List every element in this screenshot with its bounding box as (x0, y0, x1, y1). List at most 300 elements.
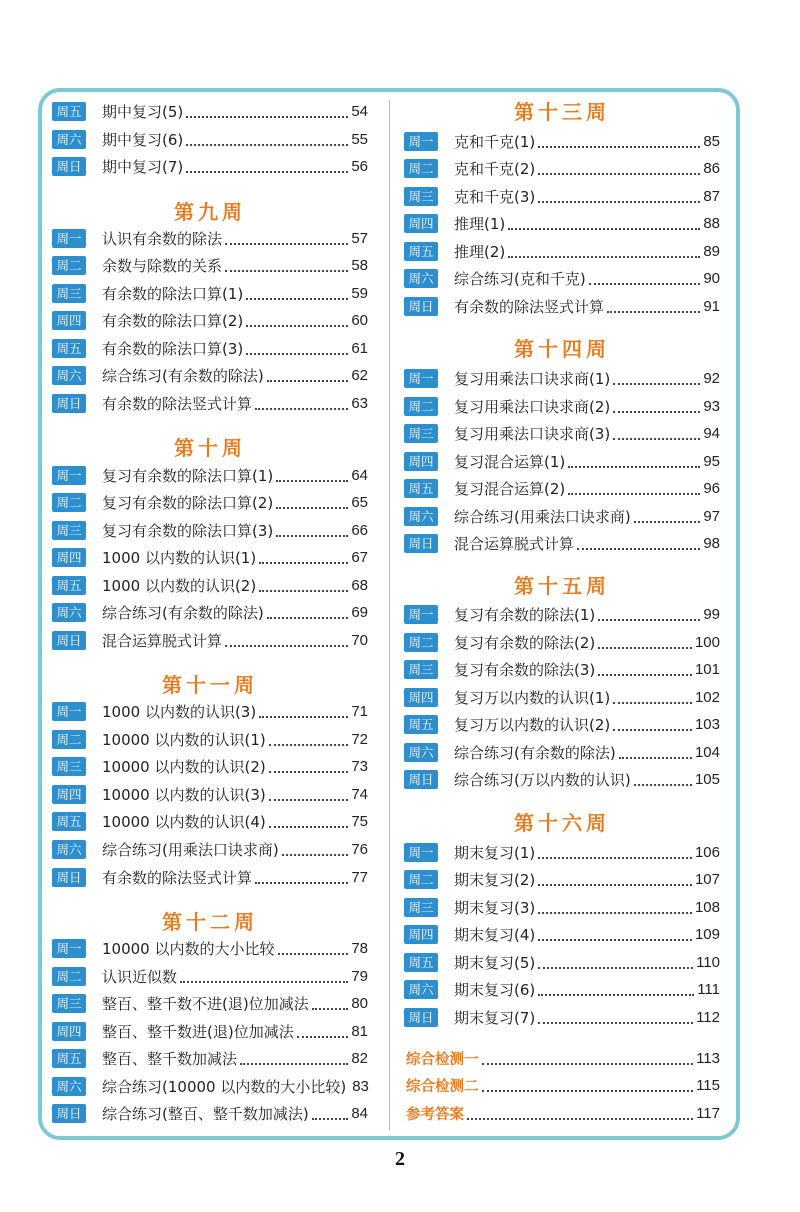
dot-leader (240, 1063, 348, 1065)
toc-entry[interactable] (52, 100, 368, 122)
dot-leader (180, 981, 348, 983)
dot-leader (607, 311, 700, 313)
dot-leader (255, 408, 348, 410)
day-badge: 周三 (404, 187, 438, 206)
entry-title: 综合练习(有余数的除法) (102, 603, 264, 622)
entry-title: 有余数的除法竖式计算 (102, 394, 253, 413)
dot-leader (282, 854, 349, 856)
entry-page-number: 82 (351, 1049, 368, 1067)
day-badge: 周二 (404, 633, 438, 652)
entry-page-number: 113 (696, 1049, 720, 1067)
toc-entry[interactable] (52, 755, 368, 777)
day-badge: 周三 (52, 284, 86, 303)
toc-entry[interactable] (52, 700, 368, 722)
week-heading: 第十一周 (162, 673, 258, 697)
entry-page-number: 112 (696, 1008, 720, 1026)
extra-entry[interactable] (404, 1102, 720, 1124)
dot-leader (613, 702, 692, 704)
dot-leader (598, 647, 692, 649)
entry-page-number: 111 (697, 980, 720, 998)
entry-page-number: 77 (351, 868, 368, 886)
toc-entry[interactable] (52, 937, 368, 959)
toc-entry[interactable] (404, 978, 720, 1000)
dot-leader (276, 535, 348, 537)
day-badge: 周四 (404, 925, 438, 944)
day-badge: 周一 (52, 466, 86, 485)
entry-page-number: 90 (703, 269, 720, 287)
week-heading: 第九周 (174, 200, 246, 224)
entry-title: 复习万以内数的认识(1) (454, 688, 611, 707)
entry-title: 综合练习(用乘法口诀求商) (102, 840, 279, 859)
day-badge: 周一 (404, 369, 438, 388)
entry-page-number: 69 (351, 603, 368, 621)
entry-title: 有余数的除法竖式计算 (454, 297, 605, 316)
toc-entry[interactable] (52, 309, 368, 331)
day-badge: 周二 (404, 870, 438, 889)
entry-page-number: 68 (351, 576, 368, 594)
extra-entry[interactable] (404, 1047, 720, 1069)
dot-leader (538, 201, 700, 203)
entry-page-number: 100 (694, 633, 720, 651)
entry-page-number: 62 (351, 366, 368, 384)
toc-entry[interactable] (52, 128, 368, 150)
day-badge: 周五 (404, 953, 438, 972)
toc-entry[interactable] (52, 1020, 368, 1042)
toc-entry[interactable] (404, 923, 720, 945)
entry-page-number: 115 (696, 1076, 720, 1094)
dot-leader (255, 882, 348, 884)
dot-leader (613, 438, 700, 440)
day-badge: 周一 (404, 132, 438, 151)
toc-entry[interactable] (404, 713, 720, 735)
toc-entry[interactable] (404, 868, 720, 890)
dot-leader (259, 590, 348, 592)
entry-page-number: 66 (351, 521, 368, 539)
entry-page-number: 86 (703, 159, 720, 177)
dot-leader (267, 617, 349, 619)
entry-title: 整百、整千数进(退)位加减法 (102, 1022, 294, 1041)
dot-leader (598, 674, 692, 676)
day-badge: 周六 (404, 980, 438, 999)
toc-entry[interactable] (52, 254, 368, 276)
dot-leader (538, 1022, 693, 1024)
week-heading: 第十三周 (514, 100, 610, 124)
entry-page-number: 94 (703, 424, 720, 442)
week-heading: 第十六周 (514, 811, 610, 835)
day-badge: 周五 (52, 102, 86, 121)
entry-page-number: 97 (703, 507, 720, 525)
entry-title: 余数与除数的关系 (102, 256, 223, 275)
dot-leader (577, 548, 700, 550)
toc-entry[interactable] (404, 395, 720, 417)
day-badge: 周二 (52, 730, 86, 749)
day-badge: 周二 (52, 493, 86, 512)
toc-entry[interactable] (52, 574, 368, 596)
entry-page-number: 60 (351, 311, 368, 329)
entry-title: 1000 以内数的认识(2) (102, 576, 257, 595)
entry-page-number: 81 (351, 1022, 368, 1040)
week-heading: 第十二周 (162, 910, 258, 934)
dot-leader (312, 1008, 349, 1010)
entry-title: 期末复习(6) (454, 980, 536, 999)
entry-page-number: 88 (703, 214, 720, 232)
day-badge: 周日 (404, 534, 438, 553)
dot-leader (259, 562, 348, 564)
day-badge: 周六 (52, 366, 86, 385)
entry-title: 认识有余数的除法 (102, 229, 223, 248)
day-badge: 周四 (52, 785, 86, 804)
dot-leader (225, 645, 348, 647)
toc-entry[interactable] (52, 491, 368, 513)
day-badge: 周三 (52, 521, 86, 540)
toc-entry[interactable] (52, 601, 368, 623)
dot-leader (269, 771, 349, 773)
toc-entry[interactable] (52, 838, 368, 860)
toc-entry[interactable] (52, 337, 368, 359)
dot-leader (508, 256, 700, 258)
entry-title: 克和千克(2) (454, 159, 536, 178)
toc-entry[interactable] (404, 631, 720, 653)
day-badge: 周日 (52, 1104, 86, 1123)
dot-leader (634, 784, 692, 786)
entry-title: 综合练习(用乘法口诀求商) (454, 507, 631, 526)
toc-entry[interactable] (404, 603, 720, 625)
entry-page-number: 67 (351, 548, 368, 566)
week-heading: 第十周 (174, 436, 246, 460)
day-badge: 周四 (52, 311, 86, 330)
entry-page-number: 56 (351, 157, 368, 175)
dot-leader (634, 521, 701, 523)
dot-leader (186, 144, 348, 146)
entry-page-number: 92 (703, 369, 720, 387)
entry-page-number: 85 (703, 132, 720, 150)
toc-entry[interactable] (404, 741, 720, 763)
entry-title: 期末复习(2) (454, 870, 536, 889)
dot-leader (312, 1118, 349, 1120)
entry-page-number: 96 (703, 479, 720, 497)
dot-leader (246, 353, 348, 355)
entry-page-number: 89 (703, 242, 720, 260)
day-badge: 周六 (52, 840, 86, 859)
entry-title: 整百、整千数加减法 (102, 1049, 238, 1068)
week-heading: 第十五周 (514, 574, 610, 598)
toc-entry[interactable] (52, 464, 368, 486)
entry-page-number: 74 (351, 785, 368, 803)
day-badge: 周五 (404, 242, 438, 261)
entry-page-number: 65 (351, 493, 368, 511)
entry-page-number: 95 (703, 452, 720, 470)
dot-leader (613, 383, 700, 385)
entry-title: 认识近似数 (102, 967, 178, 986)
entry-title: 复习有余数的除法口算(2) (102, 493, 274, 512)
column-divider (389, 100, 390, 1130)
toc-entry[interactable] (52, 519, 368, 541)
day-badge: 周二 (404, 397, 438, 416)
toc-entry[interactable] (52, 783, 368, 805)
entry-title: 克和千克(1) (454, 132, 536, 151)
day-badge: 周四 (404, 688, 438, 707)
toc-entry[interactable] (404, 422, 720, 444)
toc-entry[interactable] (52, 1102, 368, 1124)
toc-entry[interactable] (52, 227, 368, 249)
dot-leader (482, 1090, 694, 1092)
entry-page-number: 93 (703, 397, 720, 415)
day-badge: 周二 (52, 256, 86, 275)
toc-entry[interactable] (404, 841, 720, 863)
toc-entry[interactable] (404, 686, 720, 708)
entry-page-number: 64 (351, 466, 368, 484)
toc-entry[interactable] (404, 658, 720, 680)
dot-leader (259, 716, 348, 718)
entry-page-number: 57 (351, 229, 368, 247)
dot-leader (619, 757, 692, 759)
entry-title: 复习有余数的除法(3) (454, 660, 596, 679)
entry-title: 克和千克(3) (454, 187, 536, 206)
day-badge: 周三 (404, 660, 438, 679)
entry-page-number: 71 (351, 702, 368, 720)
day-badge: 周六 (404, 507, 438, 526)
day-badge: 周三 (404, 898, 438, 917)
entry-page-number: 70 (351, 631, 368, 649)
dot-leader (278, 953, 349, 955)
toc-entry[interactable] (404, 951, 720, 973)
entry-page-number: 79 (351, 967, 368, 985)
entry-title: 期末复习(1) (454, 843, 536, 862)
entry-page-number: 106 (694, 843, 720, 861)
toc-entry[interactable] (404, 896, 720, 918)
entry-title: 有余数的除法口算(2) (102, 311, 244, 330)
day-badge: 周三 (52, 994, 86, 1013)
toc-entry[interactable] (52, 155, 368, 177)
toc-entry[interactable] (52, 810, 368, 832)
entry-title: 推理(2) (454, 242, 506, 261)
dot-leader (276, 507, 348, 509)
entry-title: 1000 以内数的认识(1) (102, 548, 257, 567)
toc-entry[interactable] (52, 282, 368, 304)
toc-entry[interactable] (404, 477, 720, 499)
dot-leader (269, 826, 349, 828)
entry-page-number: 87 (703, 187, 720, 205)
entry-title: 综合练习(有余数的除法) (102, 366, 264, 385)
entry-title: 复习有余数的除法口算(3) (102, 521, 274, 540)
dot-leader (538, 994, 694, 996)
dot-leader (186, 116, 348, 118)
entry-title: 有余数的除法竖式计算 (102, 868, 253, 887)
entry-page-number: 73 (351, 757, 368, 775)
day-badge: 周六 (404, 269, 438, 288)
toc-entry[interactable] (52, 866, 368, 888)
toc-entry[interactable] (52, 629, 368, 651)
entry-title: 混合运算脱式计算 (102, 631, 223, 650)
toc-entry[interactable] (404, 295, 720, 317)
week-heading: 第十四周 (514, 337, 610, 361)
entry-page-number: 107 (694, 870, 720, 888)
entry-title: 有余数的除法口算(3) (102, 339, 244, 358)
day-badge: 周一 (52, 939, 86, 958)
entry-title: 推理(1) (454, 214, 506, 233)
dot-leader (225, 270, 348, 272)
entry-page-number: 110 (696, 953, 720, 971)
day-badge: 周日 (52, 868, 86, 887)
extra-entry[interactable] (404, 1074, 720, 1096)
entry-page-number: 109 (694, 925, 720, 943)
toc-entry[interactable] (404, 212, 720, 234)
entry-title: 参考答案 (406, 1106, 464, 1123)
entry-title: 期末复习(3) (454, 898, 536, 917)
toc-entry[interactable] (404, 532, 720, 554)
toc-entry[interactable] (52, 392, 368, 414)
toc-entry[interactable] (404, 367, 720, 389)
entry-title: 10000 以内数的认识(3) (102, 785, 266, 804)
entry-title: 复习用乘法口诀求商(2) (454, 397, 611, 416)
entry-page-number: 99 (703, 605, 720, 623)
dot-leader (538, 912, 692, 914)
entry-page-number: 117 (696, 1104, 720, 1122)
toc-entry[interactable] (52, 546, 368, 568)
entry-title: 有余数的除法口算(1) (102, 284, 244, 303)
day-badge: 周日 (404, 1008, 438, 1027)
toc-entry[interactable] (52, 728, 368, 750)
entry-title: 10000 以内数的大小比较 (102, 939, 275, 958)
entry-page-number: 80 (351, 994, 368, 1012)
day-badge: 周五 (52, 1049, 86, 1068)
entry-title: 整百、整千数不进(退)位加减法 (102, 994, 309, 1013)
day-badge: 周六 (52, 603, 86, 622)
entry-title: 10000 以内数的认识(4) (102, 812, 266, 831)
entry-title: 综合练习(万以内数的认识) (454, 770, 631, 789)
toc-entry[interactable] (404, 1006, 720, 1028)
day-badge: 周三 (404, 424, 438, 443)
entry-title: 综合检测二 (406, 1078, 479, 1095)
dot-leader (568, 493, 700, 495)
day-badge: 周五 (404, 479, 438, 498)
day-badge: 周六 (52, 1077, 86, 1096)
entry-title: 期末复习(7) (454, 1008, 536, 1027)
dot-leader (269, 744, 349, 746)
day-badge: 周五 (52, 576, 86, 595)
entry-page-number: 76 (351, 840, 368, 858)
toc-entry[interactable] (404, 185, 720, 207)
entry-page-number: 101 (694, 660, 720, 678)
dot-leader (613, 411, 700, 413)
day-badge: 周五 (52, 812, 86, 831)
entry-title: 期中复习(7) (102, 157, 184, 176)
day-badge: 周六 (404, 743, 438, 762)
entry-page-number: 103 (694, 715, 720, 733)
page-number: 2 (395, 1148, 405, 1170)
dot-leader (467, 1118, 693, 1120)
dot-leader (598, 619, 700, 621)
day-badge: 周二 (52, 967, 86, 986)
toc-entry[interactable] (52, 965, 368, 987)
day-badge: 周五 (52, 339, 86, 358)
entry-title: 复习用乘法口诀求商(1) (454, 369, 611, 388)
day-badge: 周一 (52, 702, 86, 721)
entry-page-number: 59 (351, 284, 368, 302)
dot-leader (508, 228, 700, 230)
entry-title: 复习混合运算(1) (454, 452, 566, 471)
dot-leader (538, 967, 693, 969)
dot-leader (568, 466, 700, 468)
entry-title: 混合运算脱式计算 (454, 534, 575, 553)
dot-leader (297, 1036, 349, 1038)
dot-leader (246, 298, 348, 300)
day-badge: 周日 (52, 157, 86, 176)
toc-entry[interactable] (52, 1047, 368, 1069)
dot-leader (186, 171, 348, 173)
toc-entry[interactable] (52, 364, 368, 386)
toc-entry[interactable] (52, 1075, 368, 1097)
day-badge: 周日 (404, 297, 438, 316)
entry-title: 复习有余数的除法(1) (454, 605, 596, 624)
day-badge: 周日 (404, 770, 438, 789)
entry-page-number: 55 (351, 130, 368, 148)
entry-page-number: 63 (351, 394, 368, 412)
toc-entry[interactable] (404, 157, 720, 179)
day-badge: 周四 (404, 452, 438, 471)
entry-title: 复习用乘法口诀求商(3) (454, 424, 611, 443)
dot-leader (482, 1063, 694, 1065)
entry-page-number: 83 (352, 1077, 369, 1095)
toc-entry[interactable] (404, 450, 720, 472)
entry-title: 综合检测一 (406, 1051, 479, 1068)
entry-title: 复习有余数的除法口算(1) (102, 466, 274, 485)
toc-entry[interactable] (404, 768, 720, 790)
entry-page-number: 98 (703, 534, 720, 552)
day-badge: 周日 (52, 631, 86, 650)
dot-leader (269, 799, 349, 801)
entry-page-number: 78 (351, 939, 368, 957)
entry-title: 期中复习(6) (102, 130, 184, 149)
entry-title: 10000 以内数的认识(2) (102, 757, 266, 776)
toc-entry[interactable] (404, 505, 720, 527)
day-badge: 周五 (404, 715, 438, 734)
day-badge: 周四 (404, 214, 438, 233)
dot-leader (538, 857, 692, 859)
toc-entry[interactable] (52, 992, 368, 1014)
entry-title: 综合练习(10000 以内数的大小比较) (102, 1077, 347, 1096)
dot-leader (538, 884, 692, 886)
dot-leader (276, 480, 348, 482)
dot-leader (538, 173, 700, 175)
entry-title: 复习万以内数的认识(2) (454, 715, 611, 734)
entry-page-number: 72 (351, 730, 368, 748)
dot-leader (589, 283, 701, 285)
entry-title: 综合练习(整百、整千数加减法) (102, 1104, 309, 1123)
day-badge: 周四 (52, 1022, 86, 1041)
day-badge: 周日 (52, 394, 86, 413)
dot-leader (613, 729, 692, 731)
day-badge: 周三 (52, 757, 86, 776)
day-badge: 周一 (52, 229, 86, 248)
dot-leader (538, 146, 700, 148)
entry-page-number: 91 (703, 297, 720, 315)
entry-title: 复习混合运算(2) (454, 479, 566, 498)
toc-entry[interactable] (404, 267, 720, 289)
dot-leader (225, 243, 348, 245)
dot-leader (538, 939, 692, 941)
entry-page-number: 105 (694, 770, 720, 788)
entry-page-number: 84 (351, 1104, 368, 1122)
entry-title: 期末复习(5) (454, 953, 536, 972)
entry-page-number: 54 (351, 102, 368, 120)
entry-title: 10000 以内数的认识(1) (102, 730, 266, 749)
toc-entry[interactable] (404, 130, 720, 152)
day-badge: 周四 (52, 548, 86, 567)
entry-title: 1000 以内数的认识(3) (102, 702, 257, 721)
toc-entry[interactable] (404, 240, 720, 262)
entry-title: 复习有余数的除法(2) (454, 633, 596, 652)
